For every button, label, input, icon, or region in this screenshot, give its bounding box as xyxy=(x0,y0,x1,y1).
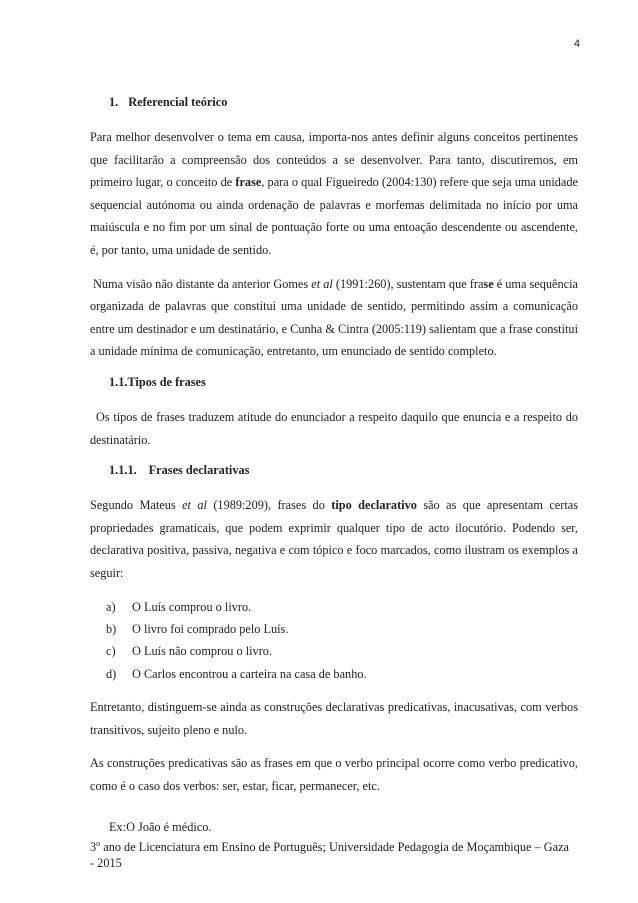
list-marker: d) xyxy=(106,666,117,681)
list-item xyxy=(106,663,578,685)
list-item xyxy=(106,596,578,618)
paragraph-tipos-de-frases: Os tipos de frases traduzem atitude do enunciador a respeito daquilo que enuncia e a respeito do destinatário. xyxy=(90,409,578,447)
text-run: , para o qual Figueiredo (2004:130) refere que seja uma unidade sequencial autónoma ou ainda ordenação de palavras e morfemas delimitada no início por uma maiúscula e no fim por um sinal de pontuação forte ou uma entoação descendente ou ascendente, é, por tanto, uma unidade de sentido. xyxy=(90,175,578,257)
list-marker: a) xyxy=(106,599,116,614)
list-item-text: O livro foi comprado pelo Luís. xyxy=(132,621,289,636)
examples-list xyxy=(90,596,578,686)
list-item-text: O Luís comprou o livro. xyxy=(132,599,252,614)
bold-term: se xyxy=(483,276,494,291)
list-item-text: O Carlos encontrou a carteira na casa de banho. xyxy=(132,666,367,681)
paragraph-gomes xyxy=(90,273,578,363)
section-title: Referencial teórico xyxy=(128,95,228,109)
italic-term: et al xyxy=(182,498,207,513)
footer-ordinal: 3 xyxy=(90,840,97,855)
example-line: Ex:O João é médico. xyxy=(109,820,212,834)
bold-term: tipo declarativo xyxy=(331,498,417,513)
section-heading-1-1 xyxy=(109,374,578,390)
text-run: (1989:209), frases do xyxy=(206,498,332,513)
paragraph-mateus xyxy=(90,494,578,584)
page-number: 4 xyxy=(573,38,580,50)
footer-text: ano de Licenciatura em Ensino de Português; Universidade Pedagogia de Moçambique – Gaza - 2015 xyxy=(90,840,569,870)
italic-term: et al xyxy=(311,276,333,291)
section-heading-1-1-1 xyxy=(109,462,578,478)
section-number: 1.1. xyxy=(109,374,128,389)
text-run: é uma sequência organizada de palavras que constitui uma unidade de sentido, permitindo assim a comunicação entre um destinador e um destinatário, e Cunha & Cintra (2005:119) salientam que a frase constitui a unidade mínima de comunicação, entretanto, um enunciado de sentido completo. xyxy=(90,276,578,359)
text-run: Numa visão não distante da anterior Gomes xyxy=(93,276,312,291)
section-heading-1 xyxy=(109,94,578,110)
paragraph-frase-definition xyxy=(90,126,578,262)
section-number: 1.1.1. xyxy=(109,463,137,478)
text-run: (1991:260), sustentam que fra xyxy=(332,276,484,291)
section-title: Tipos de frases xyxy=(127,374,206,389)
list-item-text: O Luís não comprou o livro. xyxy=(132,644,273,659)
bold-term: frase xyxy=(235,175,262,190)
list-marker: c) xyxy=(106,644,116,659)
list-item xyxy=(106,618,578,640)
text-run: são as que apresentam certas propriedades gramaticais, que podem exprimir qualquer tipo de acto ilocutório. Podendo ser, declarativa positiva, passiva, negativa e com tópico e foco marcados, como ilustram os exemplos a seguir: xyxy=(90,498,578,580)
text-run: Para melhor desenvolver o tema em causa, importa-nos antes definir alguns conceitos pertinentes que facilitarão a compreensão dos conteúdos a se desenvolver. Para tanto, discutiremos, em primeiro lugar, o conceito de xyxy=(90,130,578,190)
text-run: Segundo Mateus xyxy=(90,498,183,513)
section-number: 1. xyxy=(109,95,119,109)
paragraph-predicativas: As construções predicativas são as frases em que o verbo principal ocorre como verbo predicativo, como é o caso dos verbos: ser, estar, ficar, permanecer, etc. xyxy=(90,756,578,793)
page-footer xyxy=(90,836,576,871)
footer-ordinal-suffix: o xyxy=(96,839,101,848)
section-title: Frases declarativas xyxy=(148,463,250,478)
list-marker: b) xyxy=(106,621,117,636)
document-body xyxy=(90,94,578,809)
paragraph-construcoes: Entretanto, distinguem-se ainda as construções declarativas predicativas, inacusativas, com verbos transitivos, sujeito pleno e nulo. xyxy=(90,700,578,737)
list-item xyxy=(106,640,578,662)
